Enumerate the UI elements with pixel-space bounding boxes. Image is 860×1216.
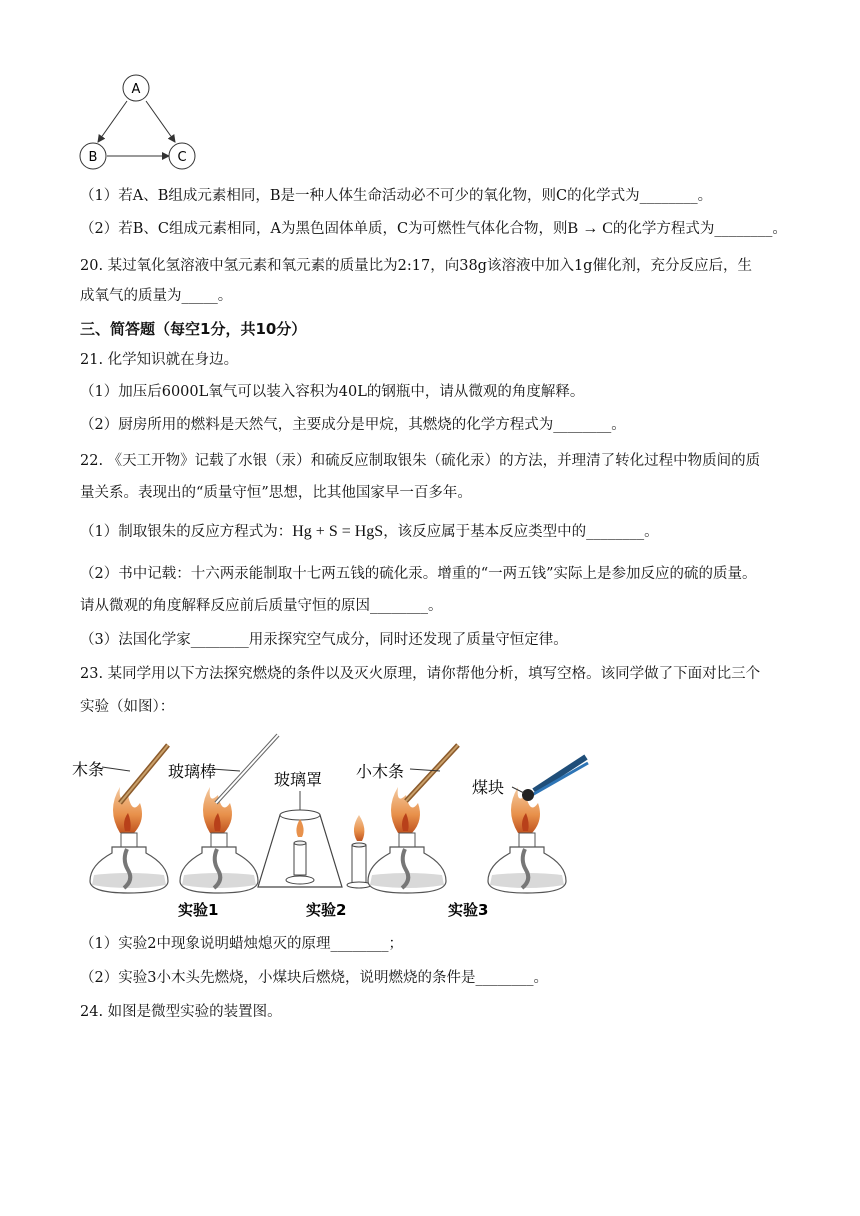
q22-part1-text-end: ，该反应属于基本反应类型中的________。 [383,524,659,540]
combustion-experiment-figure [72,725,602,925]
glass-cover-with-candle [258,791,342,887]
node-a-label: A [131,82,141,97]
q22-stem-line2: 量关系。表现出的“质量守恒”思想，比其他国家早一百多年。 [80,485,472,501]
q22-part2-line1: （2）书中记载：十六两汞能制取十七两五钱的硫化汞。增重的“一两五钱”实际上是参加反应的硫的质量。 [80,566,757,582]
section-title: 三、简答题（每空1分，共10分） [80,320,307,338]
q21-part1: （1）加压后6000L氧气可以装入容积为40L的钢瓶中，请从微观的角度解释。 [80,384,585,400]
q23-part2: （2）实验3小木头先燃烧，小煤块后燃烧，说明燃烧的条件是________。 [80,970,548,986]
q22-part2-line2: 请从微观的角度解释反应前后质量守恒的原因________。 [80,598,443,614]
q19-part2-formula: B → C [567,220,613,237]
q23-stem-line1: 23. 某同学用以下方法探究燃烧的条件以及灭火原理，请你帮他分析，填写空格。该同学做了下面对比三个 [80,666,761,682]
label-glass-rod: 玻璃棒 [168,762,217,781]
node-c-label: C [177,150,187,165]
alcohol-lamp-1 [90,787,168,893]
alcohol-lamp-4 [488,787,566,893]
tongs-with-coal [522,757,588,801]
q22-stem-line1: 22. 《天工开物》记载了水银（汞）和硫反应制取银朱（硫化汞）的方法，并理清了转化过程中物质间的质 [80,453,761,469]
node-b-label: B [88,150,98,165]
caption-experiment-2: 实验2 [306,901,347,919]
lit-candle [347,815,371,888]
q20-line2: 成氧气的质量为_____。 [80,288,233,304]
q22-part3: （3）法国化学家________用汞探究空气成分，同时还发现了质量守恒定律。 [80,632,568,648]
q22-part1 [80,522,659,542]
alcohol-lamp-3 [368,787,446,893]
caption-experiment-3: 实验3 [448,901,489,919]
q19-part2-text-end: 的化学方程式为________。 [612,221,787,237]
label-small-wood: 小木条 [356,762,405,781]
q19-part1: （1）若A、B组成元素相同，B是一种人体生命活动必不可少的氧化物，则C的化学式为________。 [80,188,713,204]
q20-line1: 20. 某过氧化氢溶液中氢元素和氧元素的质量比为2:17，向38g该溶液中加入1g催化剂，充分反应后，生 [80,258,752,274]
q23-part1: （1）实验2中现象说明蜡烛熄灭的原理________； [80,936,403,952]
abc-relation-diagram [70,70,210,175]
q19-part2 [80,219,787,239]
label-wood: 木条 [72,760,105,779]
q22-equation: Hg + S = HgS [292,523,384,540]
alcohol-lamp-2 [180,787,258,893]
q22-part1-text: （1）制取银朱的反应方程式为： [80,524,293,540]
q19-part2-text: （2）若B、C组成元素相同，A为黑色固体单质，C为可燃性气体化合物，则 [80,221,568,237]
q24-stem: 24. 如图是微型实验的装置图。 [80,1004,282,1020]
q21-stem: 21. 化学知识就在身边。 [80,352,239,368]
q23-stem-line2: 实验（如图）： [80,699,175,715]
label-coal: 煤块 [472,778,505,797]
label-glass-cover: 玻璃罩 [274,770,323,789]
q21-part2: （2）厨房所用的燃料是天然气，主要成分是甲烷，其燃烧的化学方程式为________。 [80,417,626,433]
caption-experiment-1: 实验1 [178,901,219,919]
